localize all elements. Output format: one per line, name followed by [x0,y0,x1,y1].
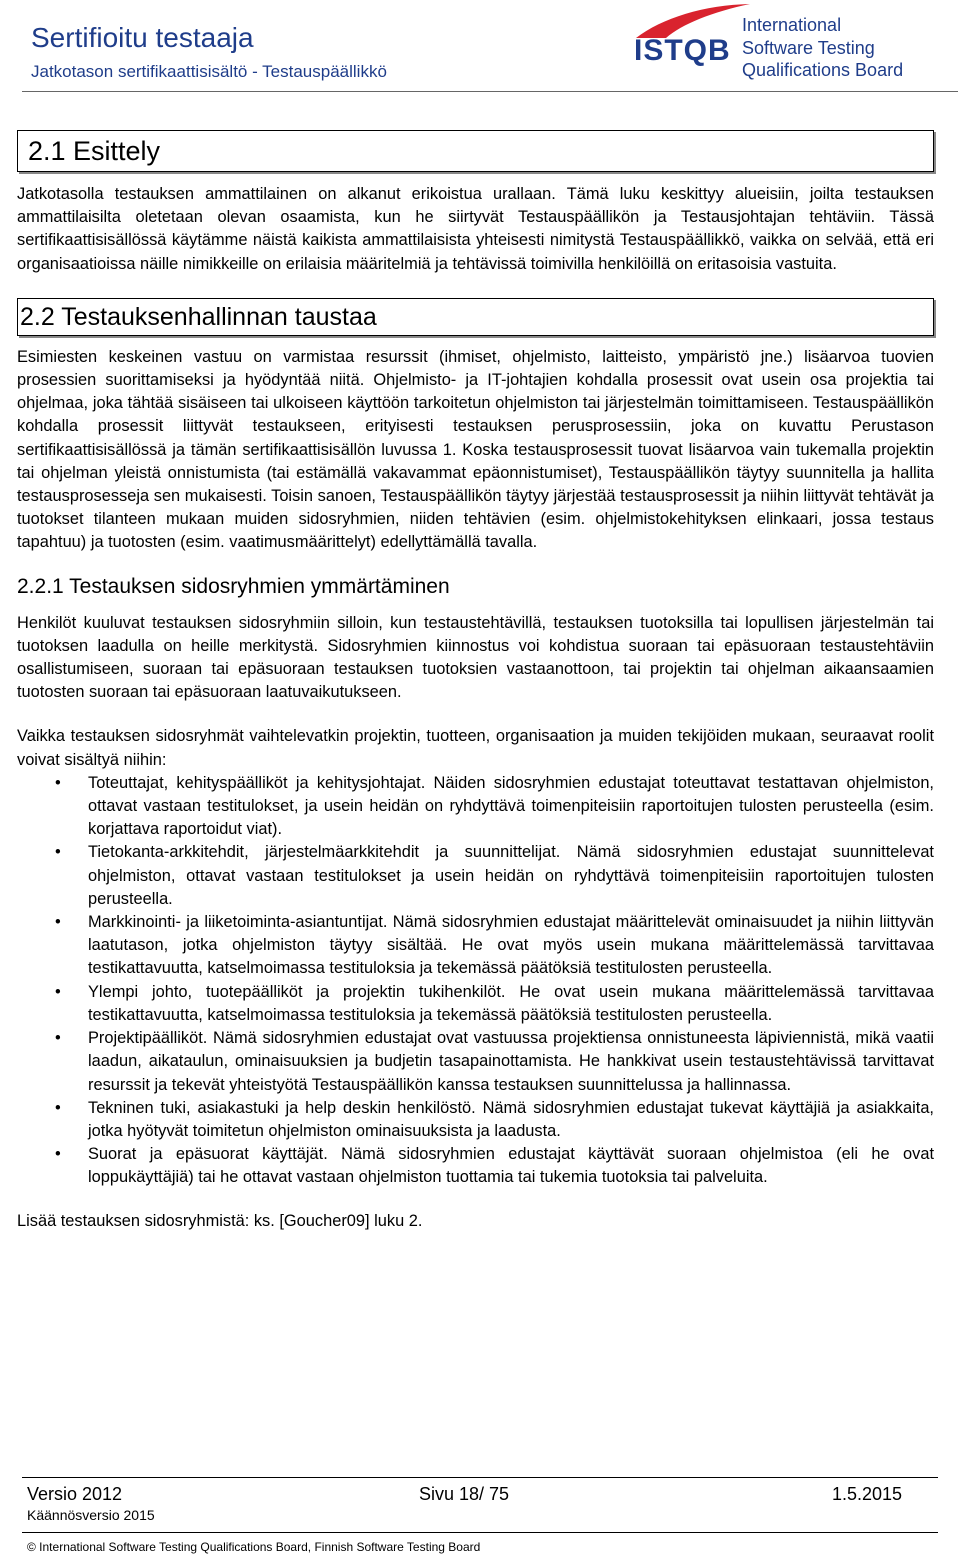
footer-copyright: © International Software Testing Qualifications Board, Finnish Software Testing Board [27,1540,481,1554]
bullet-icon: • [55,1029,61,1048]
page-footer [0,1470,960,1560]
list-item: • Markkinointi- ja liiketoiminta-asiantuntijat. Nämä sidosryhmien edustajat määrittelevät ominaisuudet ja niihin liittyvän laatutason, jotka ohjelmiston täytyy sisältää. He ovat myös usein mukana määrittelemässä tarvittavaa testikattavuutta, katselmoimassa testituloksia ja tekemässä päätöksiä testitulosten perusteella. [55,913,934,978]
paragraph-roles-intro: Vaikka testauksen sidosryhmät vaihtelevatkin projektin, tuotteen, organisaation ja muiden tekijöiden mukaan, seuraavat roolit voivat sisältyä niihin: [17,727,934,769]
list-item: • Projektipäälliköt. Nämä sidosryhmien edustajat ovat vastuussa projektiensa onnistuneesta läpiviennistä, mikä vaatii laadun, aikataulun, ominaisuuksien ja budjetin tasapainottamista. He hankkivat usein testaustehtävissä tarvittavat resurssit ja tekevät yhteistyötä Testauspäällikön kanssa testauksen suunnittelussa ja hallinnassa. [55,1029,934,1094]
paragraph-stakeholders: Henkilöt kuuluvat testauksen sidosryhmiin silloin, kun testaustehtävillä, testauksen tuotoksilla tai lopullisen järjestelmän tai tuotoksen laadulla on heille merkitystä. Sidosryhmien kiinnostus voi kohdistua suoraan tai epäsuoraan testaustehtäviin osallistumiseen, suoraan tai epäsuoraan testauksen tuotoksien vastaanottoon, tai projektin tai ohjelman aikaansaamien tuotosten suoraan tai epäsuoraan laatuvaikutukseen. [17,613,934,702]
list-item: • Toteuttajat, kehityspäälliköt ja kehitysjohtajat. Näiden sidosryhmien edustajat toteuttavat testattavan ohjelmiston, ottavat vastaan testitulokset, ja usein heidän on ryhdyttävä toimenpiteisiin raportoitujen tulosten perusteella (esim. korjattava raportoidut viat). [55,773,934,839]
logo-swoosh [636,4,750,38]
bullet-icon: • [55,1098,61,1117]
footer-translation-version: Käännösversio 2015 [27,1507,155,1523]
list-item: • Tekninen tuki, asiakastuki ja help deskin henkilöstö. Nämä sidosryhmien edustajat tukevat käyttäjiä ja asiakkaita, jotka hyötyvät toimitetun ohjelmiston ominaisuuksista ja laadusta. [55,1098,934,1140]
section-heading-2-2: 2.2 Testauksenhallinnan taustaa [17,298,934,336]
header-title: Sertifioitu testaaja [31,22,254,53]
footer-divider-bottom [22,1532,938,1533]
bullet-icon: • [55,773,61,792]
page-header [0,0,960,100]
logo-text: ISTQB [634,34,731,67]
list-item: • Ylempi johto, tuotepäälliköt ja projektin tukihenkilöt. He ovat usein mukana määrittelemässä tarvittavaa testikattavuutta, katselmoimassa testituloksia ja tekemässä päätöksiä testitulosten perusteella. [55,982,934,1024]
bullet-icon: • [55,913,61,932]
roles-list [17,772,934,1190]
paragraph-reference: Lisää testauksen sidosryhmistä: ks. [Goucher09] luku 2. [17,1211,423,1230]
subsection-heading-2-2-1: 2.2.1 Testauksen sidosryhmien ymmärtäminen [17,574,450,598]
footer-date: 1.5.2015 [832,1484,903,1504]
list-item: • Suorat ja epäsuorat käyttäjät. Nämä sidosryhmien edustajat käyttävät suoraan ohjelmistoa (eli he ovat loppukäyttäjiä) tai he ottavat vastaan ohjelmiston tuottamia tai tukemia tuotoksia tai palveluita. [55,1145,934,1187]
board-name [742,14,903,82]
board-line-3: Qualifications Board [742,60,904,80]
istqb-logo [632,0,752,70]
board-line-1: International [742,15,842,35]
document-body [17,130,934,1233]
footer-divider-top [22,1477,938,1478]
header-subtitle: Jatkotason sertifikaattisisältö - Testauspäällikkö [31,62,387,81]
list-item: • Tietokanta-arkkitehdit, järjestelmäarkkitehdit ja suunnittelijat. Nämä sidosryhmien edustajat suunnittelevat ohjelmiston, ottavat vastaan testitulokset ja usein heidän on ryhdyttävä toimenpiteisiin raportoitujen tulosten perusteella. [55,843,934,908]
paragraph-intro: Jatkotasolla testauksen ammattilainen on alkanut erikoistua urallaan. Tämä luku keskittyy alueisiin, joilta testauksen ammattilaisilta oletetaan olevan osaamista, kun he siirtyvät Testauspäällikön ja Testausjohtajan tehtäviin. Tässä sertifikaattisisällössä käytämme näistä kaikista ammattilaisista yhteisesti nimitystä Testauspäällikkö, vaikka on selvää, että eri organisaatioissa näille nimikkeille on erilaisia määritelmiä ja tehtävissä toimivilla henkilöillä on eritasoisia vastuita. [17,185,934,273]
footer-page-number: Sivu 18/ 75 [419,1484,510,1504]
footer-version: Versio 2012 [27,1484,123,1504]
header-divider [22,91,958,92]
bullet-icon: • [55,843,61,862]
paragraph-background: Esimiesten keskeinen vastuu on varmistaa resurssit (ihmiset, ohjelmisto, laitteisto, ympäristö jne.) lisäarvoa tuovien prosessien suorittamiseksi ja hyödyntää niitä. Ohjelmisto- ja IT-johtajien kohdalla prosessit ovat usein osa projektia tai ohjelmaa, joka tähtää sisäiseen tai ulkoiseen käyttöön tarkoitetun ohjelmiston tai järjestelmän toimittamiseen. Testauspäällikön kohdalla prosessit liittyvät testaukseen, erityisesti testauksen perusprosessiin, joka on kuvattu Perustason sertifikaattisisällössä ja tämän sertifikaattisisällön luvussa 1. Koska testausprosessit tuovat lisäarvoa vain tukemalla projektin tai ohjelman yleistä onnistumista (tai estämällä vakavammat epäonnistumiset), Testauspäällikön täytyy suunnitella ja hallita testausprosesseja sen mukaisesti. Toisin sanoen, Testauspäällikön täytyy järjestää testausprosessit ja niihin liittyvät tehtävät ja tuotokset tilanteen mukaan muiden sidosryhmien, niiden tehtävien (esim. ohjelmistokehityksen elinkaari, jossa testaus tapahtuu) ja tuotosten (esim. vaatimusmäärittelyt) edellyttämällä tavalla. [17,347,934,552]
bullet-icon: • [55,1145,61,1164]
section-heading-2-1: 2.1 Esittely [17,130,934,172]
board-line-2: Software Testing [742,37,875,58]
bullet-icon: • [55,982,61,1001]
